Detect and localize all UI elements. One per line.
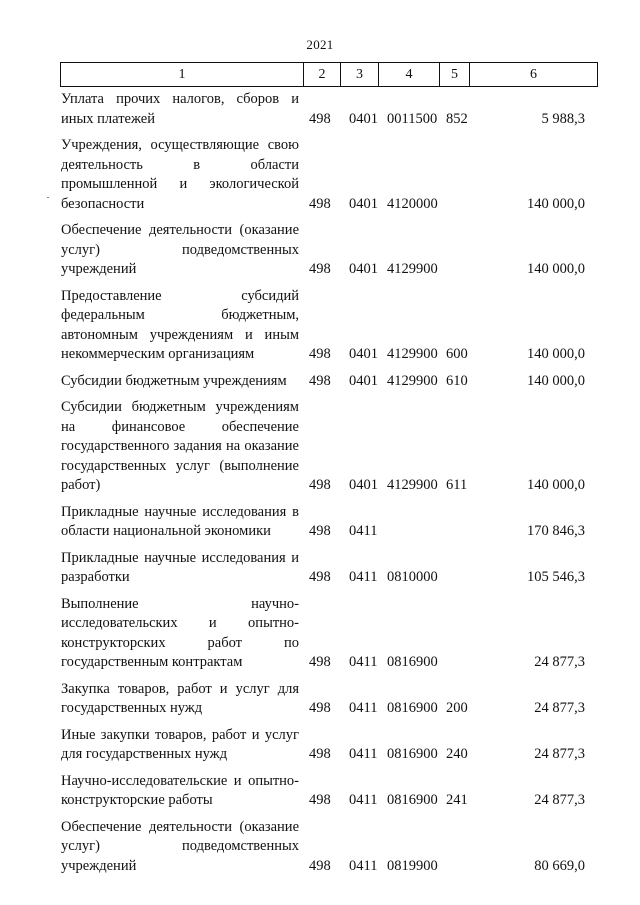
row-ministry-code: 498 — [309, 654, 331, 670]
row-amount: 105 546,3 — [527, 569, 585, 585]
table-row — [0, 90, 640, 129]
row-section-code: 0401 — [349, 346, 378, 362]
table-row — [0, 221, 640, 280]
row-section-code: 0411 — [349, 523, 378, 539]
table-row — [0, 372, 640, 392]
row-expense-type-code: 610 — [446, 372, 468, 389]
row-article-code: 4129900 — [387, 261, 438, 277]
row-section-code: 0411 — [349, 569, 378, 585]
row-amount: 140 000,0 — [527, 372, 585, 389]
column-header-2: 2 — [304, 63, 341, 87]
row-expense-type-code: 240 — [446, 746, 468, 762]
row-ministry-code: 498 — [309, 792, 331, 808]
row-section-code: 0401 — [349, 195, 378, 212]
column-header-row — [61, 63, 598, 87]
row-article-code: 4129900 — [387, 346, 438, 362]
row-ministry-code: 498 — [309, 372, 331, 389]
row-ministry-code: 498 — [309, 746, 331, 762]
row-amount: 24 877,3 — [534, 700, 585, 716]
row-amount: 140 000,0 — [527, 477, 585, 493]
row-name: Научно-исследовательские и опытно-конструкторские работы — [61, 772, 299, 808]
row-section-code: 0401 — [349, 110, 378, 127]
table-row — [0, 287, 640, 365]
row-amount: 24 877,3 — [534, 654, 585, 670]
row-amount: 140 000,0 — [527, 261, 585, 277]
table-row — [0, 680, 640, 719]
row-ministry-code: 498 — [309, 569, 331, 585]
row-expense-type-code: 200 — [446, 700, 468, 716]
table-row — [0, 772, 640, 811]
row-name: Уплата прочих налогов, сборов и иных платежей — [61, 91, 299, 127]
row-name: Учреждения, осуществляющие свою деятельность в области промышленной и экологической безопасности — [61, 137, 299, 212]
table-body — [0, 90, 640, 876]
row-section-code: 0411 — [349, 700, 378, 716]
row-name: Предоставление субсидий федеральным бюджетным, автономным учреждениям и иным некоммерческим организациям — [61, 287, 299, 362]
row-expense-type-code: 611 — [446, 477, 468, 493]
row-amount: 140 000,0 — [527, 346, 585, 362]
table-row — [0, 549, 640, 588]
row-amount: 80 669,0 — [534, 857, 585, 874]
row-article-code: 0819900 — [387, 857, 438, 874]
table-row — [0, 726, 640, 765]
table-row — [0, 595, 640, 673]
row-article-code: 0816900 — [387, 792, 438, 808]
column-header-3: 3 — [341, 63, 379, 87]
row-ministry-code: 498 — [309, 110, 331, 127]
row-amount: 5 988,3 — [541, 110, 585, 127]
column-header-table — [60, 62, 598, 87]
row-name: Субсидии бюджетным учреждениям — [61, 372, 287, 389]
row-section-code: 0411 — [349, 857, 378, 874]
column-header-6: 6 — [470, 63, 598, 87]
row-ministry-code: 498 — [309, 523, 331, 539]
row-section-code: 0411 — [349, 792, 378, 808]
column-header-1: 1 — [61, 63, 304, 87]
row-ministry-code: 498 — [309, 346, 331, 362]
row-amount: 170 846,3 — [527, 523, 585, 539]
row-name: Обеспечение деятельности (оказание услуг) подведомственных учреждений — [61, 222, 299, 277]
row-article-code: 0011500 — [387, 110, 438, 127]
row-ministry-code: 498 — [309, 477, 331, 493]
row-expense-type-code: 241 — [446, 792, 468, 808]
row-article-code: 4129900 — [387, 372, 438, 389]
row-name: Закупка товаров, работ и услуг для государственных нужд — [61, 680, 299, 716]
row-ministry-code: 498 — [309, 261, 331, 277]
row-article-code: 4129900 — [387, 477, 438, 493]
row-article-code: 4120000 — [387, 195, 438, 212]
row-name: Субсидии бюджетным учреждениям на финансовое обеспечение государственного задания на оказание государственных услуг (выполнение работ) — [61, 399, 299, 493]
table-row — [0, 503, 640, 542]
row-article-code: 0816900 — [387, 700, 438, 716]
row-section-code: 0401 — [349, 477, 378, 493]
row-amount: 24 877,3 — [534, 746, 585, 762]
row-article-code: 0816900 — [387, 654, 438, 670]
row-name: Иные закупки товаров, работ и услуг для государственных нужд — [61, 726, 299, 762]
row-ministry-code: 498 — [309, 700, 331, 716]
row-article-code: 0816900 — [387, 746, 438, 762]
row-amount: 140 000,0 — [527, 195, 585, 212]
column-header-4: 4 — [379, 63, 440, 87]
table-row — [0, 398, 640, 496]
row-article-code: 0810000 — [387, 569, 438, 585]
row-ministry-code: 498 — [309, 195, 331, 212]
row-name: Выполнение научно-исследовательских и опытно-конструкторских работ по государственным контрактам — [61, 595, 299, 670]
row-section-code: 0411 — [349, 746, 378, 762]
row-expense-type-code: 852 — [446, 110, 468, 127]
row-ministry-code: 498 — [309, 857, 331, 874]
row-amount: 24 877,3 — [534, 792, 585, 808]
row-name: Прикладные научные исследования и разработки — [61, 549, 299, 585]
row-expense-type-code: 600 — [446, 346, 468, 362]
column-header-5: 5 — [440, 63, 470, 87]
table-row — [0, 818, 640, 877]
row-section-code: 0401 — [349, 261, 378, 277]
row-section-code: 0411 — [349, 654, 378, 670]
row-name: Прикладные научные исследования в области национальной экономики — [61, 503, 299, 539]
row-name: Обеспечение деятельности (оказание услуг) подведомственных учреждений — [61, 818, 299, 874]
page-number: 2021 — [306, 37, 334, 52]
row-section-code: 0401 — [349, 372, 378, 389]
table-row — [0, 136, 640, 214]
